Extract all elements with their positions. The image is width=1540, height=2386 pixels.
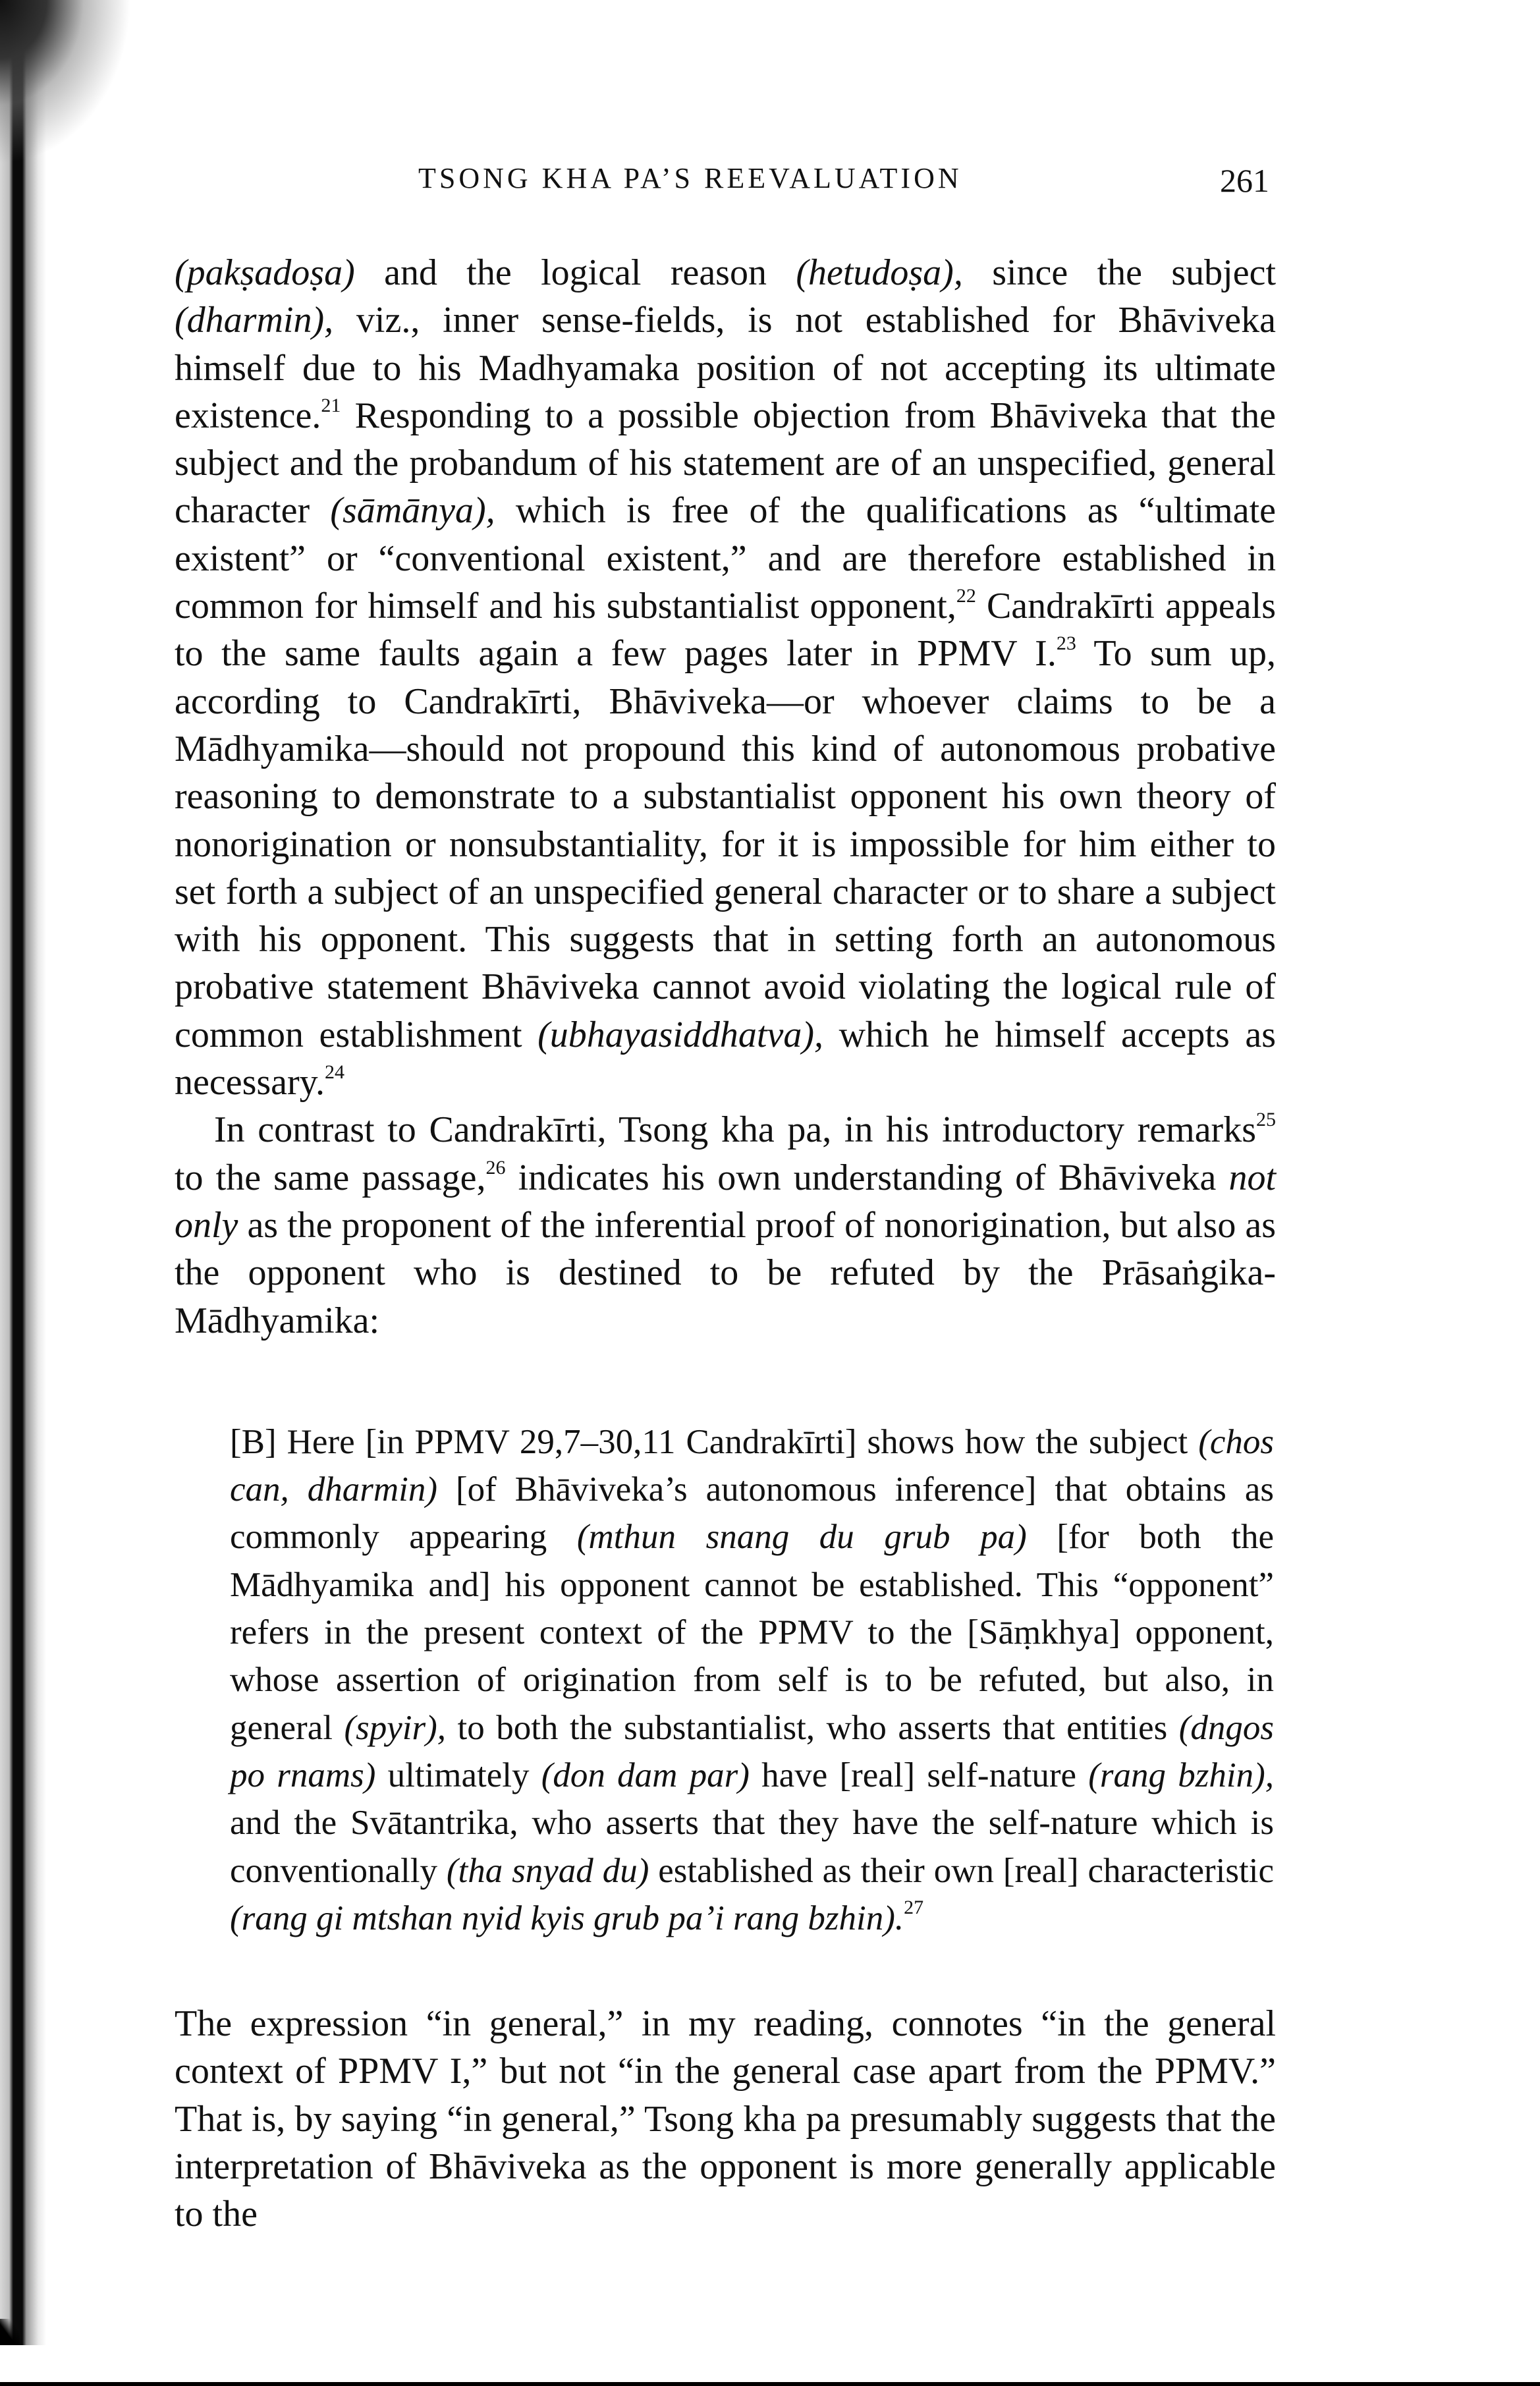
term-mthun-snang: (mthun snang du grub pa) [576, 1518, 1027, 1557]
block-quotation-b [230, 1418, 1274, 1942]
text-run: To sum up, according to Candrakīrti, Bhāviveka—or whoever claims to be a Mādhyamika—should not propound this kind of autonomous probative reasoning to demonstrate to a substantialist opponent his own theory of nonorigination or nonsubstantiality, for it is impossible for him either to set forth a subject of an unspecified general character or to share a subject with his opponent. This suggests that in setting forth an autonomous probative statement Bhāviveka cannot avoid violating the logical rule of common establishment [175, 633, 1277, 1055]
term-chos-can: (chos can, dharmin) [230, 1422, 1274, 1509]
text-run: [of Bhāviveka’s autonomous inference] that obtains as commonly appearing [230, 1470, 1274, 1557]
scan-bottom-edge [0, 2382, 1540, 2386]
text-run: In contrast to Candrakīrti, Tsong kha pa, in his introductory remarks [214, 1109, 1256, 1151]
text-run: and the logical reason [354, 252, 796, 293]
scan-corner-shadow [0, 0, 132, 165]
footnote-ref-24[interactable]: 24 [325, 1061, 345, 1084]
text-run: [for both the Mādhyamika and] his opponent cannot be established. This “opponent” refers in the present context of the PPMV to the [Sāṃkhya] opponent, whose assertion of origination from self is to be refuted, but also, in general [230, 1518, 1274, 1747]
term-don-dam-par: (don dam par) [541, 1756, 750, 1794]
paragraph-continuation [175, 249, 1276, 1106]
term-dngos-po-rnams: (dngos po rnams) [230, 1708, 1274, 1794]
text-run: have [real] self-nature [749, 1756, 1089, 1794]
page-number: 261 [1220, 162, 1269, 199]
text-run: to both the substantialist, who asserts that entities [446, 1708, 1179, 1747]
term-tha-snyad-du: (tha snyad du) [446, 1851, 649, 1890]
footnote-ref-27[interactable]: 27 [904, 1896, 924, 1918]
paragraph-in-contrast [175, 1106, 1276, 1344]
text-run: Responding to a possible objection from Bhāviveka that the subject and the probandum of his statement are of an unspecified, general character [175, 395, 1276, 532]
running-head [175, 161, 1276, 201]
body-text [175, 249, 1276, 2238]
footnote-ref-25[interactable]: 25 [1256, 1109, 1276, 1131]
text-run: ultimately [375, 1756, 541, 1794]
emphasis-not-only: not only [175, 1157, 1276, 1246]
term-rang-gi-mtshan: (rang gi mtshan nyid kyis grub pa’i rang bzhin). [230, 1899, 904, 1937]
text-run: established as their own [real] characteristic [649, 1851, 1274, 1890]
text-run: and the Svātantrika, who asserts that they have the self-nature which is conventionally [230, 1804, 1274, 1890]
text-run: indicates his own understanding of Bhāviveka [505, 1157, 1229, 1198]
text-run: as the proponent of the inferential proof of nonorigination, but also as the opponent who is destined to be refuted by the Prāsaṅgika-Mādhyamika: [175, 1204, 1276, 1341]
text-run: since the subject [962, 252, 1276, 293]
term-ubhayasiddhatva: (ubhayasiddhatva), [537, 1014, 823, 1055]
paragraph-expression-in-general [175, 2000, 1276, 2238]
term-samanya: (sāmānya), [330, 490, 495, 532]
term-paksadosa: (pakṣadoṣa) [175, 252, 355, 293]
footnote-ref-21[interactable]: 21 [321, 394, 341, 416]
scan-gutter-shadow [0, 0, 46, 2345]
term-hetudosa: (hetudoṣa), [796, 252, 963, 293]
text-run: which he himself accepts as necessary. [175, 1014, 1276, 1103]
term-spyir: (spyir), [344, 1708, 446, 1747]
text-run: [B] Here [in PPMV 29,7–30,11 Candrakīrti] shows how the subject [230, 1422, 1199, 1461]
footnote-ref-26[interactable]: 26 [485, 1156, 506, 1179]
text-run: which is free of the qualifications as “ultimate existent” or “conventional existent,” and are therefore established in common for himself and his substantialist opponent, [175, 490, 1276, 627]
text-run: viz., inner sense-fields, is not established for Bhāviveka himself due to his Madhyamaka position of not accepting its ultimate existence. [175, 300, 1276, 436]
text-run: Candrakīrti appeals to the same faults again a few pages later in PPMV I. [175, 586, 1276, 675]
term-dharmin: (dharmin), [175, 300, 334, 341]
scan-bottom-flare [0, 2319, 20, 2345]
text-run: The expression “in general,” in my reading, connotes “in the general context of PPMV I,” but not “in the general case apart from the PPMV.” That is, by saying “in general,” Tsong kha pa presumably suggests that the interpretation of Bhāviveka as the opponent is more generally applicable to the [175, 2003, 1276, 2235]
footnote-ref-22[interactable]: 22 [956, 585, 976, 607]
running-title: TSONG KHA PA’S REEVALUATION [418, 162, 962, 194]
term-rang-bzhin: (rang bzhin), [1088, 1756, 1274, 1794]
footnote-ref-23[interactable]: 23 [1056, 632, 1076, 655]
text-run: to the same passage, [175, 1157, 486, 1198]
